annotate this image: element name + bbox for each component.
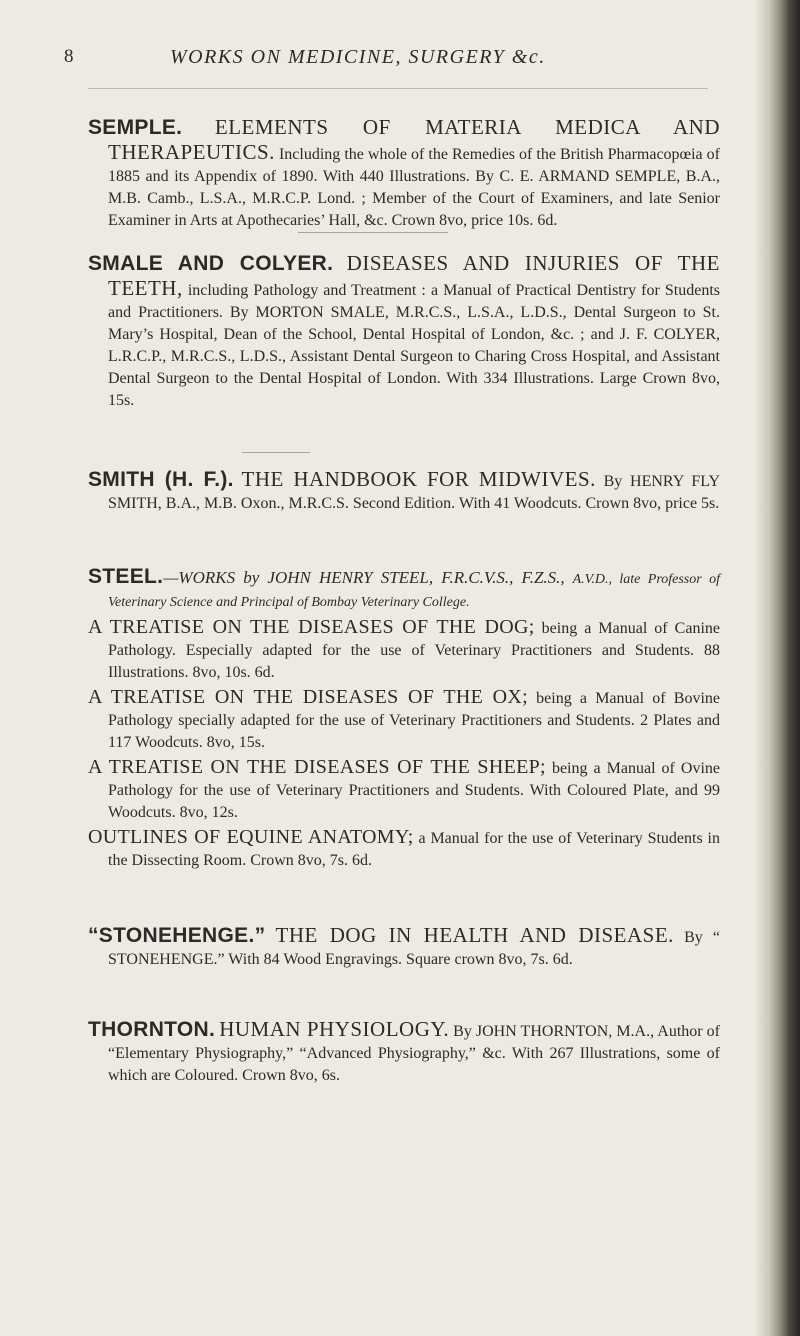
entry-body: Including the whole of the Remedies of the British Pharmacopœia of 1885 and its Appendix of 1890. With 440 Illustrations. By C. E. ARMAND SEMPLE, B.A., M.B. Camb., L.S.A., M.R.C.P. Lond. ; Member of the Court of Examiners, and late Senior Examiner in Arts at Apothecaries’ Hall, &c. Crown 8vo, price 10s. 6d. [108, 146, 721, 229]
entry-credit-detail: A.V.D., late Professor of Veterinary Science and Principal of Bombay Veterinary College. [108, 572, 720, 610]
page-edge-shadow [756, 0, 800, 1336]
work-body: being a Manual of Canine Pathology. Especially adapted for the use of Veterinary Practitioners and Students. 88 Illustrations. 8vo, 10s. 6d. [108, 620, 720, 681]
entry-credit: —WORKS by JOHN HENRY STEEL, F.R.C.V.S., F.Z.S., [163, 568, 565, 587]
entry-thornton [88, 1018, 720, 1087]
running-header [0, 36, 770, 76]
entry-author: “STONEHENGE.” [88, 924, 266, 947]
header-rule [88, 88, 708, 89]
work-body: being a Manual of Bovine Pathology specially adapted for the use of Veterinary Practitioners and Students. 2 Plates and 117 Woodcuts. 8vo, 15s. [108, 690, 721, 751]
steel-work-ox [88, 686, 720, 754]
steel-work-sheep [88, 756, 720, 824]
separator-rule [298, 232, 448, 233]
entry-smale-colyer [88, 252, 720, 412]
running-title: WORKS ON MEDICINE, SURGERY &c. [170, 46, 546, 68]
work-title: OUTLINES OF EQUINE ANATOMY; [88, 826, 414, 848]
separator-rule [242, 452, 310, 453]
entry-author: THORNTON. [88, 1018, 216, 1041]
entry-body: By “ STONEHENGE.” With 84 Wood Engravings. Square crown 8vo, 7s. 6d. [108, 929, 720, 968]
work-body: a Manual for the use of Veterinary Students in the Dissecting Room. Crown 8vo, 7s. 6d. [108, 830, 720, 869]
entry-author: SMITH (H. F.). [88, 468, 234, 491]
steel-work-dog [88, 616, 720, 684]
entry-steel [88, 566, 720, 872]
page-number: 8 [64, 46, 74, 67]
entry-author: SMALE AND COLYER. [88, 252, 334, 275]
entry-smith [88, 468, 720, 515]
work-title: A TREATISE ON THE DISEASES OF THE SHEEP; [88, 756, 546, 778]
entry-stonehenge [88, 924, 720, 971]
work-title: A TREATISE ON THE DISEASES OF THE DOG; [88, 616, 535, 638]
entry-title: DISEASES AND INJURIES OF THE TEETH, [108, 251, 720, 300]
work-body: being a Manual of Ovine Pathology for the use of Veterinary Practitioners and Students. With Coloured Plate, and 99 Woodcuts. 8vo, 12s. [108, 760, 720, 821]
entry-author: STEEL. [88, 565, 164, 588]
entry-semple [88, 116, 720, 232]
entry-title: ELEMENTS OF MATERIA MEDICA AND THERAPEUTICS. [108, 115, 721, 164]
entry-body: By HENRY FLY SMITH, B.A., M.B. Oxon., M.R.C.S. Second Edition. With 41 Woodcuts. Crown 8vo, price 5s. [108, 473, 721, 512]
entry-body: By JOHN THORNTON, M.A., Author of “Elementary Physiography,” “Advanced Physiography,” &c. With 267 Illustrations, some of which are Coloured. Crown 8vo, 6s. [108, 1023, 720, 1084]
entry-title: THE HANDBOOK FOR MIDWIVES. [241, 467, 596, 491]
entry-body: including Pathology and Treatment : a Manual of Practical Dentistry for Students and Practitioners. By MORTON SMALE, M.R.C.S., L.S.A., L.D.S., Dental Surgeon to St. Mary’s Hospital, Dean of the School, Dental Hospital of London, &c. ; and J. F. COLYER, L.R.C.P., M.R.C.S., L.D.S., Assistant Dental Surgeon to Charing Cross Hospital, and Assistant Dental Surgeon to the Dental Hospital of London. With 334 Illustrations. Large Crown 8vo, 15s. [108, 282, 721, 409]
steel-work-equine [88, 826, 720, 872]
entry-title: THE DOG IN HEALTH AND DISEASE. [275, 923, 674, 947]
entry-title: HUMAN PHYSIOLOGY. [219, 1017, 450, 1041]
work-title: A TREATISE ON THE DISEASES OF THE OX; [88, 686, 528, 708]
entry-author: SEMPLE. [88, 116, 183, 139]
